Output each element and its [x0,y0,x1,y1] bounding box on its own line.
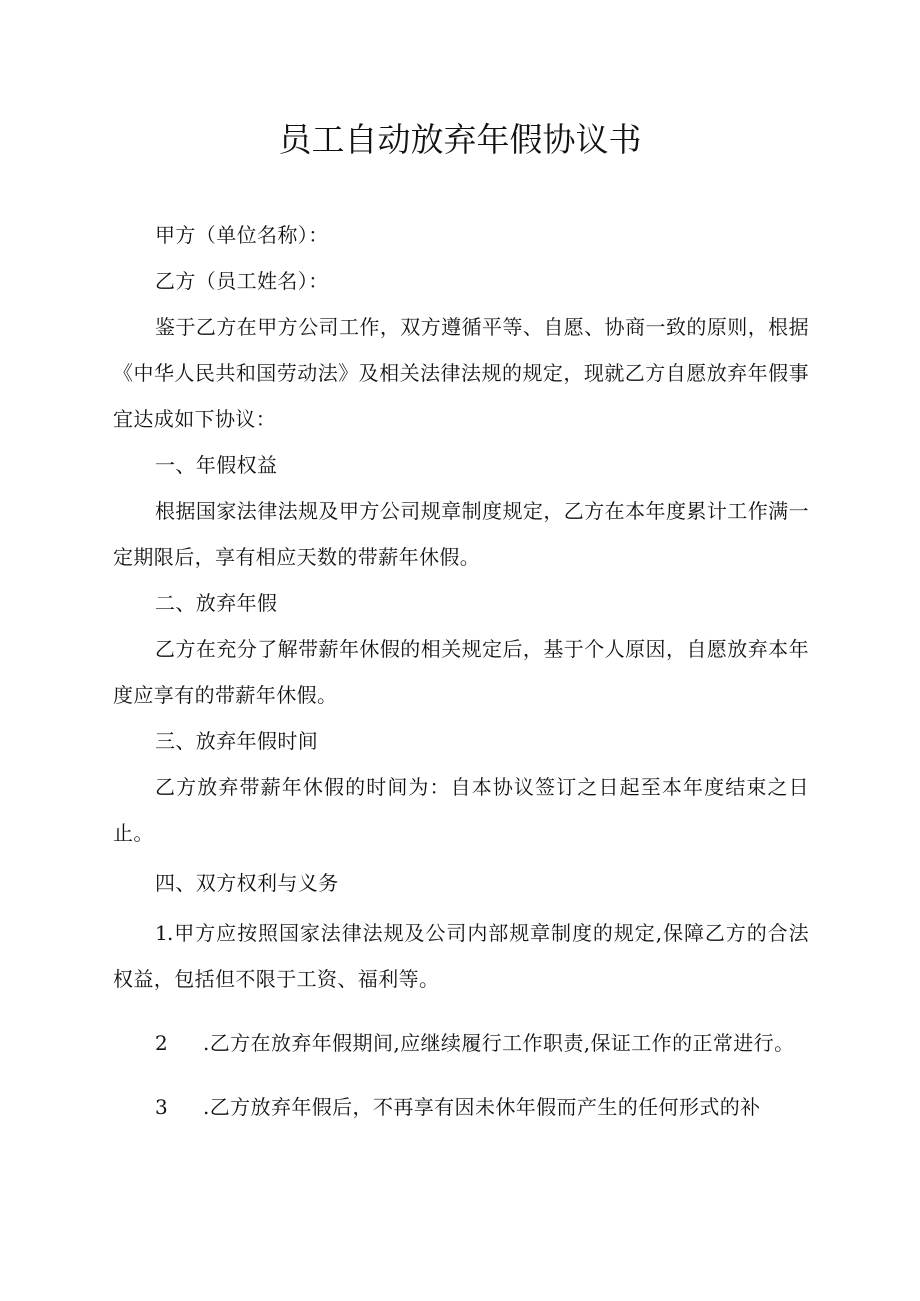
clause-number: 1 [155,921,169,945]
clause-number: 3 [155,1095,169,1119]
preamble-paragraph: 鉴于乙方在甲方公司工作，双方遵循平等、自愿、协商一致的原则，根据《中华人民共和国劳动法》及相关法律法规的规定，现就乙方自愿放弃年假事宜达成如下协议： [113,315,809,431]
clause-text: .乙方放弃年假后，不再享有因未休年假而产生的任何形式的补 [203,1095,761,1119]
clause-2 [113,1020,809,1066]
clause-1 [113,910,809,1002]
section-heading-4: 四、双方权利与义务 [155,871,339,895]
section-text-3: 乙方放弃带薪年休假的时间为：自本协议签订之日起至本年度结束之日止。 [113,775,809,845]
section-heading-3: 三、放弃年假时间 [155,729,319,753]
document-title: 员工自动放弃年假协议书 [278,120,642,159]
section-text-2: 乙方在充分了解带薪年休假的相关规定后，基于个人原因，自愿放弃本年度应享有的带薪年休假。 [113,637,809,707]
party-b-line: 乙方（员工姓名）： [155,269,329,293]
clause-number: 2 [155,1031,169,1055]
clause-text: .乙方在放弃年假期间,应继续履行工作职责,保证工作的正常进行。 [203,1031,795,1055]
clause-3 [113,1084,809,1130]
section-heading-1: 一、年假权益 [155,453,278,477]
document-body [113,212,809,1130]
clause-text: .甲方应按照国家法律法规及公司内部规章制度的规定,保障乙方的合法权益，包括但不限于工资、福利等。 [113,921,809,991]
section-heading-2: 二、放弃年假 [155,591,278,615]
party-a-line: 甲方（单位名称）： [155,223,329,247]
section-text-1: 根据国家法律法规及甲方公司规章制度规定，乙方在本年度累计工作满一定期限后，享有相应天数的带薪年休假。 [113,499,809,569]
